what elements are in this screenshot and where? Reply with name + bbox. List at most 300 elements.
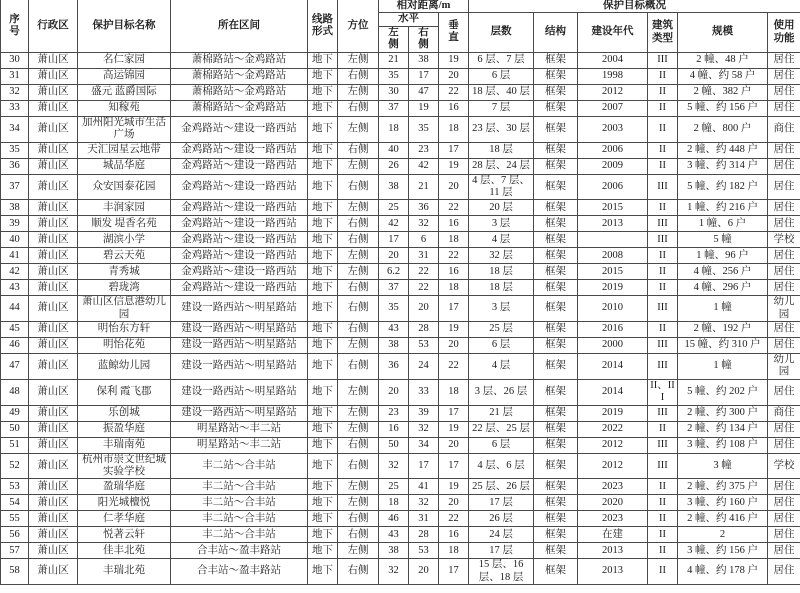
cell-name: 名仁家园 (78, 52, 171, 68)
cell-structure: 框架 (534, 84, 578, 100)
cell-serial: 41 (1, 248, 29, 264)
cell-district: 萧山区 (29, 116, 78, 142)
cell-serial: 35 (1, 142, 29, 158)
cell-floors: 21 层 (469, 405, 534, 421)
cell-serial: 52 (1, 453, 29, 479)
cell-dist-left: 26 (379, 158, 409, 174)
cell-building-type: II (648, 264, 678, 280)
cell-serial: 56 (1, 527, 29, 543)
cell-usage: 幼儿园 (768, 354, 800, 380)
cell-scale: 2 幢、约 300 户 (678, 405, 768, 421)
cell-district: 萧山区 (29, 559, 78, 585)
cell-year: 2015 (578, 200, 648, 216)
cell-building-type: III (648, 405, 678, 421)
cell-direction: 右侧 (338, 354, 379, 380)
cell-direction: 右侧 (338, 527, 379, 543)
cell-floors: 26 层 (469, 511, 534, 527)
table-row (1, 248, 800, 264)
cell-floors: 4 层、7 层、11 层 (469, 174, 534, 200)
table-row (1, 527, 800, 543)
cell-building-type: II (648, 142, 678, 158)
cell-floors: 22 层、25 层 (469, 421, 534, 437)
cell-year: 2009 (578, 158, 648, 174)
cell-floors: 7 层 (469, 100, 534, 116)
cell-building-type: II (648, 511, 678, 527)
cell-structure: 框架 (534, 354, 578, 380)
cell-building-type: II (648, 200, 678, 216)
cell-building-type: II (648, 100, 678, 116)
cell-building-type: III (648, 453, 678, 479)
cell-year: 2019 (578, 280, 648, 296)
cell-usage: 居住 (768, 248, 800, 264)
cell-line-form: 地下 (308, 543, 338, 559)
cell-district: 萧山区 (29, 322, 78, 338)
col-header-horizontal: 水平 (379, 13, 439, 26)
cell-district: 萧山区 (29, 437, 78, 453)
cell-year: 2003 (578, 116, 648, 142)
cell-year: 2012 (578, 84, 648, 100)
cell-name: 知稼苑 (78, 100, 171, 116)
cell-usage: 幼儿园 (768, 296, 800, 322)
cell-district: 萧山区 (29, 495, 78, 511)
cell-building-type: III (648, 338, 678, 354)
cell-scale: 2 幢、约 134 户 (678, 421, 768, 437)
cell-district: 萧山区 (29, 248, 78, 264)
cell-floors: 6 层 (469, 338, 534, 354)
cell-dist-right: 47 (409, 84, 439, 100)
cell-dist-right: 53 (409, 543, 439, 559)
cell-district: 萧山区 (29, 68, 78, 84)
cell-district: 萧山区 (29, 511, 78, 527)
cell-name: 高运锦园 (78, 68, 171, 84)
cell-structure: 框架 (534, 232, 578, 248)
cell-dist-vertical: 20 (439, 68, 469, 84)
table-row (1, 280, 800, 296)
cell-usage: 居住 (768, 216, 800, 232)
cell-direction: 左侧 (338, 421, 379, 437)
cell-district: 萧山区 (29, 142, 78, 158)
cell-dist-right: 41 (409, 479, 439, 495)
cell-dist-left: 36 (379, 354, 409, 380)
cell-direction: 左侧 (338, 264, 379, 280)
cell-structure: 框架 (534, 100, 578, 116)
cell-dist-left: 32 (379, 559, 409, 585)
cell-dist-left: 40 (379, 142, 409, 158)
cell-line-form: 地下 (308, 453, 338, 479)
cell-dist-right: 35 (409, 116, 439, 142)
cell-line-form: 地下 (308, 296, 338, 322)
cell-scale: 4 幢、296 户 (678, 280, 768, 296)
cell-dist-vertical: 18 (439, 379, 469, 405)
cell-name: 丰润家园 (78, 200, 171, 216)
cell-serial: 43 (1, 280, 29, 296)
cell-year: 2014 (578, 354, 648, 380)
cell-structure: 框架 (534, 495, 578, 511)
cell-dist-right: 42 (409, 158, 439, 174)
cell-dist-left: 38 (379, 174, 409, 200)
cell-dist-right: 17 (409, 68, 439, 84)
cell-scale: 4 幢、约 178 户 (678, 559, 768, 585)
cell-direction: 右侧 (338, 216, 379, 232)
table-row (1, 543, 800, 559)
cell-building-type: II (648, 68, 678, 84)
cell-dist-right: 20 (409, 296, 439, 322)
cell-year: 2013 (578, 543, 648, 559)
col-header-serial-label: 序号 (9, 13, 20, 37)
cell-line-form: 地下 (308, 174, 338, 200)
cell-year: 2000 (578, 338, 648, 354)
cell-dist-right: 31 (409, 511, 439, 527)
cell-section: 萧棉路站～金鸡路站 (171, 100, 308, 116)
cell-district: 萧山区 (29, 216, 78, 232)
cell-structure: 框架 (534, 280, 578, 296)
cell-dist-left: 25 (379, 200, 409, 216)
table-row (1, 354, 800, 380)
cell-serial: 57 (1, 543, 29, 559)
cell-scale: 4 幢、256 户 (678, 264, 768, 280)
cell-serial: 38 (1, 200, 29, 216)
cell-usage: 居住 (768, 559, 800, 585)
cell-year: 2004 (578, 52, 648, 68)
cell-section: 建设一路西站～明星路站 (171, 338, 308, 354)
col-header-section: 所在区间 (171, 0, 308, 52)
cell-district: 萧山区 (29, 264, 78, 280)
col-header-serial (1, 0, 29, 52)
cell-serial: 55 (1, 511, 29, 527)
cell-section: 金鸡路站～建设一路西站 (171, 200, 308, 216)
cell-scale: 1 幢、6 户 (678, 216, 768, 232)
cell-district: 萧山区 (29, 100, 78, 116)
cell-line-form: 地下 (308, 354, 338, 380)
cell-district: 萧山区 (29, 52, 78, 68)
cell-direction: 右侧 (338, 511, 379, 527)
cell-building-type: II (648, 479, 678, 495)
cell-dist-right: 21 (409, 174, 439, 200)
cell-direction: 右侧 (338, 280, 379, 296)
cell-dist-left: 18 (379, 116, 409, 142)
cell-direction: 右侧 (338, 68, 379, 84)
cell-line-form: 地下 (308, 100, 338, 116)
cell-structure: 框架 (534, 52, 578, 68)
cell-year: 2007 (578, 100, 648, 116)
cell-dist-vertical: 16 (439, 264, 469, 280)
cell-scale: 2 幢、382 户 (678, 84, 768, 100)
cell-year: 在建 (578, 527, 648, 543)
cell-serial: 31 (1, 68, 29, 84)
cell-dist-right: 39 (409, 405, 439, 421)
cell-serial: 47 (1, 354, 29, 380)
cell-section: 建设一路西站～明星路站 (171, 296, 308, 322)
cell-direction: 左侧 (338, 495, 379, 511)
cell-year: 2022 (578, 421, 648, 437)
cell-scale: 1 幢 (678, 296, 768, 322)
cell-usage: 居住 (768, 84, 800, 100)
cell-district: 萧山区 (29, 338, 78, 354)
cell-serial: 37 (1, 174, 29, 200)
cell-usage: 居住 (768, 264, 800, 280)
cell-line-form: 地下 (308, 264, 338, 280)
table-row (1, 116, 800, 142)
cell-year: 2019 (578, 405, 648, 421)
cell-structure: 框架 (534, 511, 578, 527)
cell-section: 建设一路西站～明星路站 (171, 379, 308, 405)
cell-line-form: 地下 (308, 379, 338, 405)
cell-dist-vertical: 17 (439, 142, 469, 158)
cell-dist-vertical: 17 (439, 453, 469, 479)
cell-section: 萧棉路站～金鸡路站 (171, 68, 308, 84)
table-row (1, 405, 800, 421)
cell-structure: 框架 (534, 559, 578, 585)
table-row (1, 142, 800, 158)
cell-line-form: 地下 (308, 322, 338, 338)
cell-name: 明怡花苑 (78, 338, 171, 354)
cell-usage: 学校 (768, 232, 800, 248)
cell-scale: 3 幢、约 108 户 (678, 437, 768, 453)
cell-scale: 2 幢、约 375 户 (678, 479, 768, 495)
cell-direction: 右侧 (338, 174, 379, 200)
cell-structure: 框架 (534, 174, 578, 200)
cell-dist-vertical: 17 (439, 405, 469, 421)
cell-direction: 左侧 (338, 379, 379, 405)
col-group-overview: 保护目标概况 (469, 0, 800, 13)
cell-name: 蓝鲸幼儿园 (78, 354, 171, 380)
cell-usage: 居住 (768, 322, 800, 338)
cell-direction: 右侧 (338, 296, 379, 322)
cell-usage: 居住 (768, 338, 800, 354)
cell-section: 丰二站～合丰站 (171, 511, 308, 527)
table-header (1, 0, 800, 52)
table-row (1, 437, 800, 453)
cell-district: 萧山区 (29, 479, 78, 495)
cell-dist-right: 36 (409, 200, 439, 216)
cell-dist-right: 32 (409, 495, 439, 511)
cell-district: 萧山区 (29, 543, 78, 559)
cell-direction: 左侧 (338, 200, 379, 216)
cell-name: 城品华庭 (78, 158, 171, 174)
cell-dist-left: 43 (379, 322, 409, 338)
cell-serial: 32 (1, 84, 29, 100)
cell-name: 丰瑞南苑 (78, 437, 171, 453)
cell-district: 萧山区 (29, 354, 78, 380)
cell-dist-vertical: 16 (439, 216, 469, 232)
cell-dist-vertical: 22 (439, 354, 469, 380)
cell-line-form: 地下 (308, 200, 338, 216)
cell-dist-vertical: 18 (439, 280, 469, 296)
cell-dist-right: 17 (409, 453, 439, 479)
cell-dist-vertical: 16 (439, 527, 469, 543)
cell-year (578, 232, 648, 248)
col-header-right-side (409, 26, 439, 52)
cell-scale: 2 幢、800 户 (678, 116, 768, 142)
cell-dist-vertical: 17 (439, 296, 469, 322)
cell-direction: 右侧 (338, 559, 379, 585)
cell-name: 悦著云轩 (78, 527, 171, 543)
cell-direction: 右侧 (338, 437, 379, 453)
table-row (1, 296, 800, 322)
cell-structure: 框架 (534, 479, 578, 495)
cell-scale: 2 幢、约 416 户 (678, 511, 768, 527)
cell-dist-vertical: 20 (439, 338, 469, 354)
cell-section: 建设一路西站～明星路站 (171, 354, 308, 380)
cell-section: 建设一路西站～明星路站 (171, 405, 308, 421)
col-header-floors: 层数 (469, 13, 534, 52)
cell-floors: 18 层 (469, 264, 534, 280)
cell-dist-right: 19 (409, 100, 439, 116)
cell-dist-left: 20 (379, 379, 409, 405)
cell-structure: 框架 (534, 405, 578, 421)
cell-structure: 框架 (534, 543, 578, 559)
col-header-right-side-label: 右侧 (418, 27, 429, 51)
cell-dist-right: 28 (409, 527, 439, 543)
cell-dist-vertical: 22 (439, 248, 469, 264)
cell-scale: 3 幢 (678, 453, 768, 479)
cell-serial: 58 (1, 559, 29, 585)
cell-line-form: 地下 (308, 479, 338, 495)
cell-year: 2020 (578, 495, 648, 511)
cell-dist-vertical: 19 (439, 479, 469, 495)
cell-dist-right: 34 (409, 437, 439, 453)
cell-section: 丰二站～合丰站 (171, 453, 308, 479)
cell-structure: 框架 (534, 116, 578, 142)
cell-usage: 学校 (768, 453, 800, 479)
cell-dist-left: 23 (379, 405, 409, 421)
cell-section: 丰二站～合丰站 (171, 479, 308, 495)
cell-floors: 24 层 (469, 527, 534, 543)
cell-usage: 居住 (768, 280, 800, 296)
cell-serial: 39 (1, 216, 29, 232)
cell-dist-left: 17 (379, 232, 409, 248)
cell-dist-left: 16 (379, 421, 409, 437)
cell-scale: 4 幢、约 58 户 (678, 68, 768, 84)
cell-name: 保利 霞飞郡 (78, 379, 171, 405)
cell-usage: 居住 (768, 158, 800, 174)
cell-scale: 1 幢、约 216 户 (678, 200, 768, 216)
table-row (1, 559, 800, 585)
cell-structure: 框架 (534, 200, 578, 216)
cell-dist-right: 28 (409, 322, 439, 338)
cell-usage: 居住 (768, 511, 800, 527)
cell-usage: 居住 (768, 437, 800, 453)
col-header-left-side (379, 26, 409, 52)
cell-district: 萧山区 (29, 296, 78, 322)
cell-dist-vertical: 18 (439, 543, 469, 559)
cell-usage: 商住 (768, 405, 800, 421)
cell-floors: 25 层 (469, 322, 534, 338)
table-row (1, 479, 800, 495)
cell-section: 明星路站～丰二站 (171, 437, 308, 453)
cell-usage: 居住 (768, 543, 800, 559)
cell-dist-right: 20 (409, 559, 439, 585)
cell-scale: 1 幢、96 户 (678, 248, 768, 264)
cell-direction: 右侧 (338, 142, 379, 158)
cell-district: 萧山区 (29, 200, 78, 216)
cell-building-type: II (648, 158, 678, 174)
cell-year: 2006 (578, 174, 648, 200)
col-header-direction: 方位 (338, 0, 379, 52)
cell-dist-vertical: 19 (439, 52, 469, 68)
cell-serial: 45 (1, 322, 29, 338)
cell-name: 振盈华庭 (78, 421, 171, 437)
cell-direction: 右侧 (338, 232, 379, 248)
cell-structure: 框架 (534, 264, 578, 280)
cell-serial: 33 (1, 100, 29, 116)
col-header-district: 行政区 (29, 0, 78, 52)
cell-year: 2023 (578, 511, 648, 527)
cell-floors: 18 层 (469, 280, 534, 296)
cell-district: 萧山区 (29, 84, 78, 100)
cell-building-type: II (648, 559, 678, 585)
table-row (1, 100, 800, 116)
cell-scale: 1 幢 (678, 354, 768, 380)
cell-name: 顺发 堤香名苑 (78, 216, 171, 232)
cell-scale: 2 幢、192 户 (678, 322, 768, 338)
cell-scale: 15 幢、约 310 户 (678, 338, 768, 354)
cell-serial: 44 (1, 296, 29, 322)
col-header-year: 建设年代 (578, 13, 648, 52)
cell-scale: 2 幢、约 448 户 (678, 142, 768, 158)
cell-building-type: III (648, 232, 678, 248)
cell-dist-left: 30 (379, 84, 409, 100)
cell-serial: 46 (1, 338, 29, 354)
col-group-distance: 相对距离/m (379, 0, 469, 13)
cell-dist-right: 33 (409, 379, 439, 405)
cell-floors: 4 层 (469, 232, 534, 248)
cell-direction: 左侧 (338, 405, 379, 421)
col-header-vertical (439, 13, 469, 52)
cell-direction: 左侧 (338, 479, 379, 495)
col-header-line-form: 线路形式 (308, 0, 338, 52)
cell-name: 阳光城檀悦 (78, 495, 171, 511)
cell-name: 天汇园星云地带 (78, 142, 171, 158)
cell-line-form: 地下 (308, 405, 338, 421)
cell-section: 丰二站～合丰站 (171, 527, 308, 543)
cell-name: 杭州市崇文世纪城实验学校 (78, 453, 171, 479)
cell-direction: 左侧 (338, 84, 379, 100)
cell-serial: 50 (1, 421, 29, 437)
table-row (1, 174, 800, 200)
cell-line-form: 地下 (308, 437, 338, 453)
cell-serial: 36 (1, 158, 29, 174)
col-header-building-type: 建筑类型 (648, 13, 678, 52)
table-body (1, 52, 800, 584)
cell-dist-left: 50 (379, 437, 409, 453)
cell-dist-vertical: 17 (439, 559, 469, 585)
cell-serial: 54 (1, 495, 29, 511)
cell-building-type: II (648, 248, 678, 264)
cell-structure: 框架 (534, 216, 578, 232)
cell-name: 加州阳光城市生活广场 (78, 116, 171, 142)
cell-usage: 居住 (768, 527, 800, 543)
cell-serial: 48 (1, 379, 29, 405)
cell-serial: 51 (1, 437, 29, 453)
cell-building-type: II (648, 84, 678, 100)
cell-dist-vertical: 19 (439, 421, 469, 437)
cell-dist-vertical: 20 (439, 437, 469, 453)
cell-dist-left: 21 (379, 52, 409, 68)
col-header-structure: 结构 (534, 13, 578, 52)
cell-dist-right: 23 (409, 142, 439, 158)
cell-name: 萧山区信息港幼儿园 (78, 296, 171, 322)
cell-section: 金鸡路站～建设一路西站 (171, 248, 308, 264)
cell-name: 众安国泰花园 (78, 174, 171, 200)
cell-scale: 5 幢 (678, 232, 768, 248)
cell-district: 萧山区 (29, 379, 78, 405)
cell-building-type: III (648, 52, 678, 68)
cell-dist-left: 35 (379, 296, 409, 322)
cell-dist-left: 43 (379, 527, 409, 543)
cell-section: 金鸡路站～建设一路西站 (171, 174, 308, 200)
cell-floors: 3 层 (469, 216, 534, 232)
